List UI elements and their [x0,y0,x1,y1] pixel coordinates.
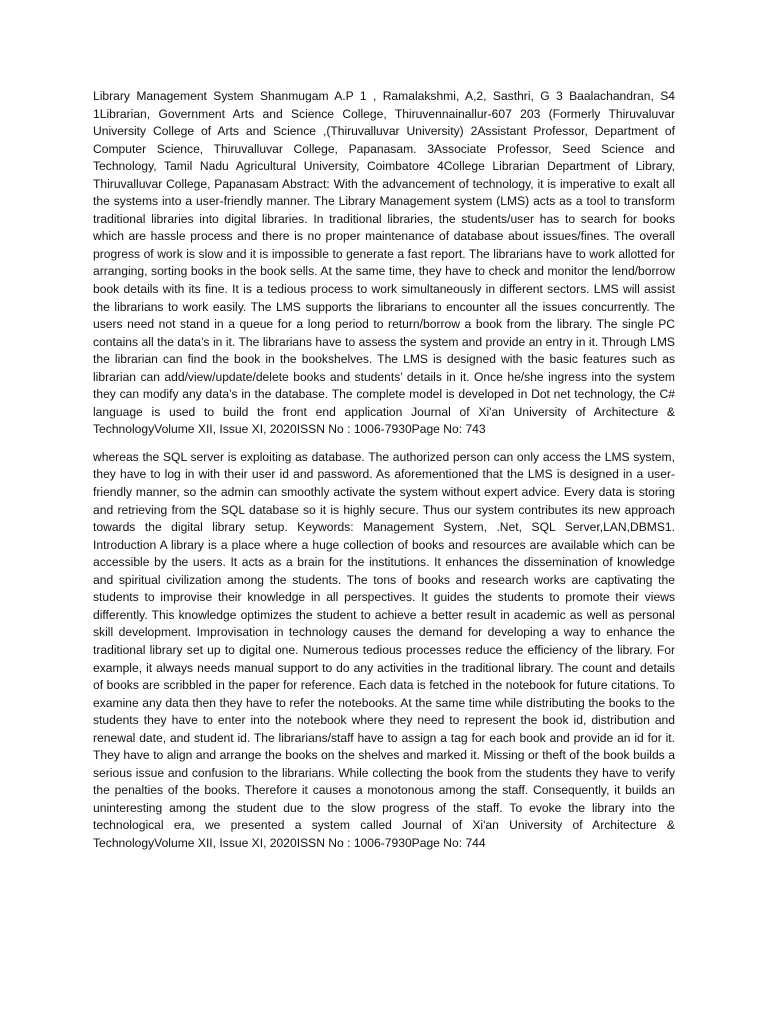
document-page [93,88,675,853]
paragraph-introduction: whereas the SQL server is exploiting as database. The authorized person can only access the LMS system, they have to log in with their user id and password. As aforementioned that the LMS is designed in a user-friendly manner, so the admin can smoothly activate the system without expert advice. Every data is storing and retrieving from the SQL database so it is highly secure. Thus our system contributes its new approach towards the digital library setup. Keywords: Management System, .Net, SQL Server,LAN,DBMS1. Introduction A library is a place where a huge collection of books and resources are available which can be accessible by the users. It acts as a brain for the institutions. It enhances the dissemination of knowledge and spiritual civilization among the students. The tons of books and research works are captivating the students to improvise their knowledge in all perspectives. It guides the students to promote their views differently. This knowledge optimizes the student to achieve a better result in academic as well as personal skill development. Improvisation in technology causes the demand for developing a way to enhance the traditional library set up to digital one. Numerous tedious processes reduce the efficiency of the library. For example, it always needs manual support to do any activities in the traditional library. The count and details of books are scribbled in the paper for reference. Each data is fetched in the notebook for future citations. To examine any data then they have to refer the notebooks. At the same time while distributing the books to the students they have to enter into the notebook where they need to represent the book id, distribution and renewal date, and student id. The librarians/staff have to assign a tag for each book and provide an id for it. They have to align and arrange the books on the shelves and marked it. Missing or theft of the book builds a serious issue and confusion to the librarians. While collecting the book from the students they have to verify the penalties of the books. Therefore it causes a monotonous among the staff. Consequently, it builds an uninteresting among the student due to the slow progress of the staff. To evoke the library into the technological era, we presented a system called Journal of Xi'an University of Architecture & TechnologyVolume XII, Issue XI, 2020ISSN No : 1006-7930Page No: 744 [93,449,675,850]
paragraph-title-abstract: Library Management System Shanmugam A.P 1 , Ramalakshmi, A,2, Sasthri, G 3 Baalachandran, S4 1Librarian, Government Arts and Science College, Thiruvennainallur-607 203 (Formerly Thiruvaluvar University College of Arts and Science ,(Thiruvalluvar University) 2Assistant Professor, Department of Computer Science, Thiruvalluvar College, Papanasam. 3Associate Professor, Seed Science and Technology, Tamil Nadu Agricultural University, Coimbatore 4College Librarian Department of Library, Thiruvalluvar College, Papanasam Abstract: With the advancement of technology, it is imperative to exalt all the systems into a user-friendly manner. The Library Management system (LMS) acts as a tool to transform traditional libraries into digital libraries. In traditional libraries, the students/user has to search for books which are hassle process and there is no proper maintenance of database about issues/fines. The overall progress of work is slow and it is impossible to generate a fast report. The librarians have to work allotted for arranging, sorting books in the book sells. At the same time, they have to check and monitor the lend/borrow book details with its fine. It is a tedious process to work simultaneously in different sectors. LMS will assist the librarians to work easily. The LMS supports the librarians to encounter all the issues concurrently. The users need not stand in a queue for a long period to return/borrow a book from the library. The single PC contains all the data’s in it. The librarians have to assess the system and provide an entry in it. Through LMS the librarian can find the book in the bookshelves. The LMS is designed with the basic features such as librarian can add/view/update/delete books and students’ details in it. Once he/she ingress into the system they can modify any data’s in the database. The complete model is developed in Dot net technology, the C# language is used to build the front end application Journal of Xi'an University of Architecture & TechnologyVolume XII, Issue XI, 2020ISSN No : 1006-7930Page No: 743 [93,89,675,437]
